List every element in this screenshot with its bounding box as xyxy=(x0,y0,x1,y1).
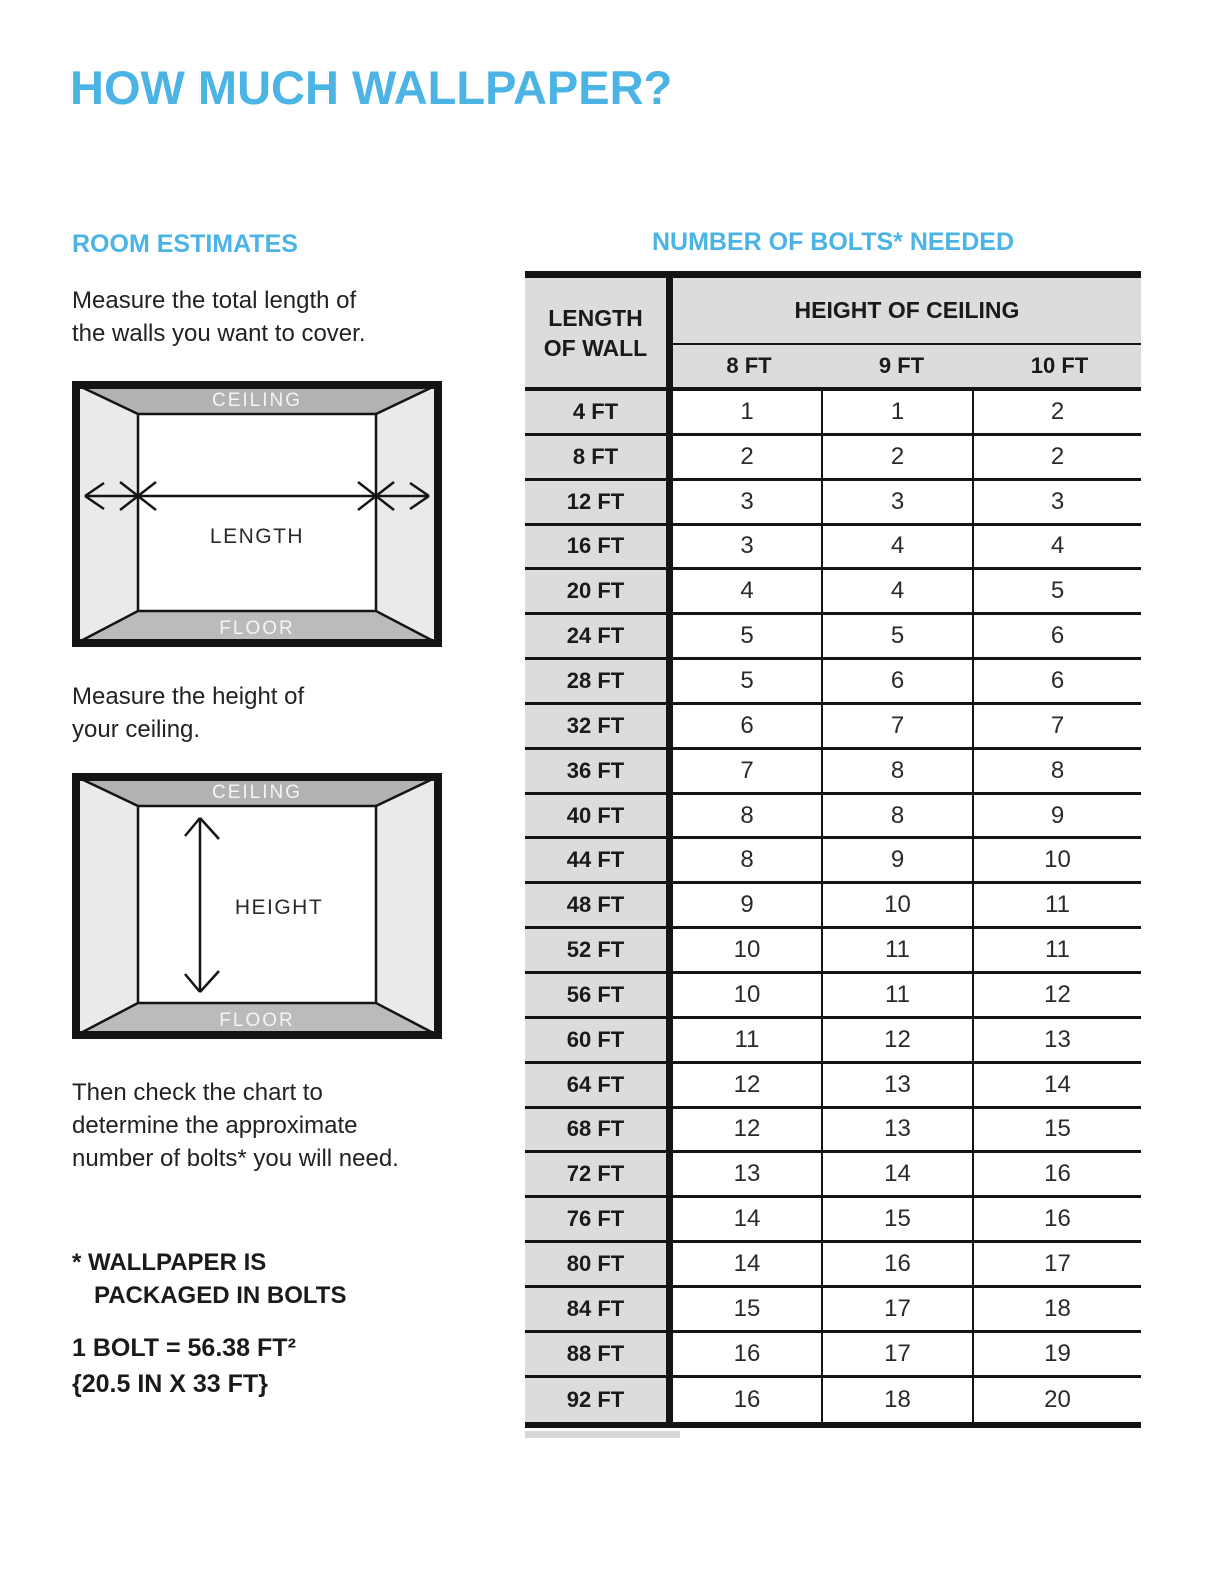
bolt-count-cell: 6 xyxy=(823,660,974,702)
bolt-count-cell: 11 xyxy=(823,929,974,971)
bolt-count-cell: 7 xyxy=(823,705,974,747)
bolt-count-cell: 7 xyxy=(673,750,823,792)
header-line: LENGTH xyxy=(548,304,643,331)
bolt-count-cell: 7 xyxy=(1050,711,1065,739)
bolt-count-cell: 2 xyxy=(823,436,974,478)
bolt-count-cell: 11 xyxy=(1045,936,1070,964)
bolt-count-cell: 14 xyxy=(673,1243,823,1285)
wall-length-label: 40 FT xyxy=(525,795,673,837)
room-estimates-heading: ROOM ESTIMATES xyxy=(72,230,298,258)
bolt-count-cell: 3 xyxy=(1050,487,1065,515)
text-line: Measure the total length of xyxy=(72,287,357,314)
bolt-count-cell: 18 xyxy=(823,1378,974,1423)
bolt-count-cell: 15 xyxy=(673,1288,823,1330)
wall-length-label: 60 FT xyxy=(525,1019,673,1061)
bolt-count-cell: 10 xyxy=(823,884,974,926)
table-row xyxy=(525,615,1141,660)
bolt-count-cell: 16 xyxy=(823,1243,974,1285)
bolt-count-cell: 3 xyxy=(673,481,823,523)
bolt-count-cell: 11 xyxy=(823,974,974,1016)
height-of-ceiling-header: HEIGHT OF CEILING xyxy=(673,278,1141,345)
bolt-count-cell: 8 xyxy=(1050,756,1065,784)
bolt-count-cell: 13 xyxy=(1044,1025,1071,1053)
table-row xyxy=(525,839,1141,884)
bolt-count-cell: 8 xyxy=(823,795,974,837)
bolt-count-cell: 19 xyxy=(1044,1339,1071,1367)
bolt-count-cell: 12 xyxy=(823,1019,974,1061)
table-row xyxy=(525,1333,1141,1378)
bolt-count-cell: 1 xyxy=(673,391,823,433)
text-line: Measure the height of xyxy=(72,683,305,710)
bolt-count-cell: 14 xyxy=(1044,1070,1071,1098)
wall-length-label: 92 FT xyxy=(525,1378,673,1423)
table-row xyxy=(525,1288,1141,1333)
bolt-count-cell: 6 xyxy=(1050,666,1065,694)
table-row xyxy=(525,436,1141,481)
table-row xyxy=(525,1064,1141,1109)
height-label: HEIGHT xyxy=(234,896,324,919)
text-line: determine the approximate xyxy=(72,1112,358,1139)
table-row xyxy=(525,570,1141,615)
text-line: number of bolts* you will need. xyxy=(72,1145,399,1172)
column-header-8ft: 8 FT xyxy=(726,353,772,378)
table-row xyxy=(525,1198,1141,1243)
wall-length-label: 80 FT xyxy=(525,1243,673,1285)
wall-length-label: 16 FT xyxy=(525,526,673,568)
bolt-count-cell: 6 xyxy=(673,705,823,747)
bolt-count-cell: 10 xyxy=(673,974,823,1016)
bolt-count-cell: 8 xyxy=(673,795,823,837)
table-row xyxy=(525,526,1141,571)
text-line: * WALLPAPER IS xyxy=(72,1249,267,1276)
bolt-table xyxy=(525,271,1141,1428)
bolt-count-cell: 16 xyxy=(1044,1205,1071,1233)
table-row xyxy=(525,974,1141,1019)
measure-height-text xyxy=(72,680,304,746)
table-row xyxy=(525,660,1141,705)
text-line: your ceiling. xyxy=(72,716,201,743)
bolt-count-cell: 11 xyxy=(673,1019,823,1061)
bolt-count-cell: 5 xyxy=(1050,577,1065,605)
bolt-count-cell: 6 xyxy=(1050,622,1065,650)
bolt-count-cell: 17 xyxy=(823,1333,974,1375)
text-line: 1 BOLT = 56.38 FT² xyxy=(72,1334,296,1362)
table-row xyxy=(525,1153,1141,1198)
bolt-count-cell: 13 xyxy=(823,1064,974,1106)
table-row xyxy=(525,750,1141,795)
bolt-count-cell: 4 xyxy=(823,570,974,612)
bolt-table-rows xyxy=(525,391,1141,1422)
wall-length-label: 8 FT xyxy=(525,436,673,478)
table-row xyxy=(525,1109,1141,1154)
wall-length-label: 20 FT xyxy=(525,570,673,612)
bolt-count-cell: 16 xyxy=(1044,1160,1071,1188)
page-title: HOW MUCH WALLPAPER? xyxy=(70,61,673,114)
bolt-count-cell: 8 xyxy=(823,750,974,792)
table-row xyxy=(525,795,1141,840)
table-row xyxy=(525,1378,1141,1423)
table-row xyxy=(525,929,1141,974)
wall-length-label: 64 FT xyxy=(525,1064,673,1106)
bolt-count-cell: 5 xyxy=(673,615,823,657)
bolt-count-cell: 13 xyxy=(673,1153,823,1195)
bolts-needed-heading: NUMBER OF BOLTS* NEEDED xyxy=(651,228,1015,256)
bolt-count-cell: 4 xyxy=(823,526,974,568)
floor-label: FLOOR xyxy=(219,618,295,639)
text-line: PACKAGED IN BOLTS xyxy=(94,1282,347,1309)
wall-length-label: 56 FT xyxy=(525,974,673,1016)
table-shadow-strip xyxy=(525,1431,680,1438)
bolt-count-cell: 16 xyxy=(673,1333,823,1375)
wall-length-label: 12 FT xyxy=(525,481,673,523)
bolt-count-cell: 2 xyxy=(1050,397,1065,425)
wall-length-label: 76 FT xyxy=(525,1198,673,1240)
right-wall-surface xyxy=(376,773,442,1039)
text-line: {20.5 IN X 33 FT} xyxy=(72,1370,268,1398)
room-length-diagram xyxy=(72,381,442,647)
floor-label: FLOOR xyxy=(219,1010,295,1031)
back-wall xyxy=(138,414,376,611)
length-label: LENGTH xyxy=(209,525,305,548)
table-row xyxy=(525,884,1141,929)
column-header-10ft: 10 FT xyxy=(1030,353,1089,378)
bolt-count-cell: 15 xyxy=(823,1198,974,1240)
wall-length-label: 28 FT xyxy=(525,660,673,702)
bolt-count-cell: 1 xyxy=(823,391,974,433)
bolt-count-cell: 18 xyxy=(1044,1294,1071,1322)
bolt-count-cell: 9 xyxy=(673,884,823,926)
wall-length-label: 4 FT xyxy=(525,391,673,433)
bolts-table-section xyxy=(525,228,1141,1438)
wall-length-label: 36 FT xyxy=(525,750,673,792)
ceiling-label: CEILING xyxy=(211,390,303,411)
column-header-9ft: 9 FT xyxy=(878,353,925,378)
wall-length-label: 32 FT xyxy=(525,705,673,747)
table-row xyxy=(525,1243,1141,1288)
bolt-count-cell: 3 xyxy=(673,526,823,568)
bolt-count-cell: 13 xyxy=(823,1109,974,1151)
check-chart-text xyxy=(72,1076,399,1175)
bolt-count-cell: 16 xyxy=(673,1378,823,1423)
ceiling-label: CEILING xyxy=(211,782,303,803)
left-wall-surface xyxy=(72,773,138,1039)
bolt-count-cell: 15 xyxy=(1044,1115,1071,1143)
bolt-count-cell: 10 xyxy=(1044,846,1071,874)
bolt-count-cell: 3 xyxy=(823,481,974,523)
wall-length-label: 52 FT xyxy=(525,929,673,971)
bolt-equation xyxy=(72,1330,296,1402)
bolt-count-cell: 20 xyxy=(1044,1385,1071,1413)
ceiling-height-diagram xyxy=(72,773,442,1039)
height-of-ceiling-group xyxy=(673,278,1141,387)
table-row xyxy=(525,705,1141,750)
wall-length-label: 72 FT xyxy=(525,1153,673,1195)
wall-length-label: 84 FT xyxy=(525,1288,673,1330)
text-line: Then check the chart to xyxy=(72,1079,323,1106)
ceiling-height-subheader xyxy=(673,345,1141,387)
bolt-count-cell: 17 xyxy=(823,1288,974,1330)
wall-length-label: 44 FT xyxy=(525,839,673,881)
bolt-count-cell: 9 xyxy=(1050,801,1065,829)
wallpaper-bolts-footnote xyxy=(72,1246,346,1312)
bolt-count-cell: 8 xyxy=(673,839,823,881)
bolt-count-cell: 11 xyxy=(1045,891,1070,919)
wall-length-label: 68 FT xyxy=(525,1109,673,1151)
table-row xyxy=(525,1019,1141,1064)
bolt-count-cell: 4 xyxy=(673,570,823,612)
bolt-count-cell: 2 xyxy=(673,436,823,478)
table-header xyxy=(525,278,1141,391)
bolt-count-cell: 5 xyxy=(673,660,823,702)
bolt-count-cell: 4 xyxy=(1050,532,1065,560)
header-line: OF WALL xyxy=(543,334,648,361)
wall-length-label: 48 FT xyxy=(525,884,673,926)
bolt-count-cell: 9 xyxy=(823,839,974,881)
table-row xyxy=(525,481,1141,526)
bolt-count-cell: 2 xyxy=(1050,442,1065,470)
bolt-count-cell: 14 xyxy=(823,1153,974,1195)
wall-length-label: 24 FT xyxy=(525,615,673,657)
right-wall-surface xyxy=(376,381,442,647)
bolt-count-cell: 10 xyxy=(673,929,823,971)
wall-length-label: 88 FT xyxy=(525,1333,673,1375)
text-line: the walls you want to cover. xyxy=(72,320,366,347)
bolt-count-cell: 17 xyxy=(1044,1249,1071,1277)
left-wall-surface xyxy=(72,381,138,647)
bolt-count-cell: 12 xyxy=(673,1109,823,1151)
bolt-count-cell: 12 xyxy=(1044,980,1071,1008)
length-of-wall-header xyxy=(525,278,673,387)
bolt-count-cell: 12 xyxy=(673,1064,823,1106)
table-row xyxy=(525,391,1141,436)
measure-length-text xyxy=(72,284,365,350)
bolt-count-cell: 5 xyxy=(823,615,974,657)
bolt-count-cell: 14 xyxy=(673,1198,823,1240)
